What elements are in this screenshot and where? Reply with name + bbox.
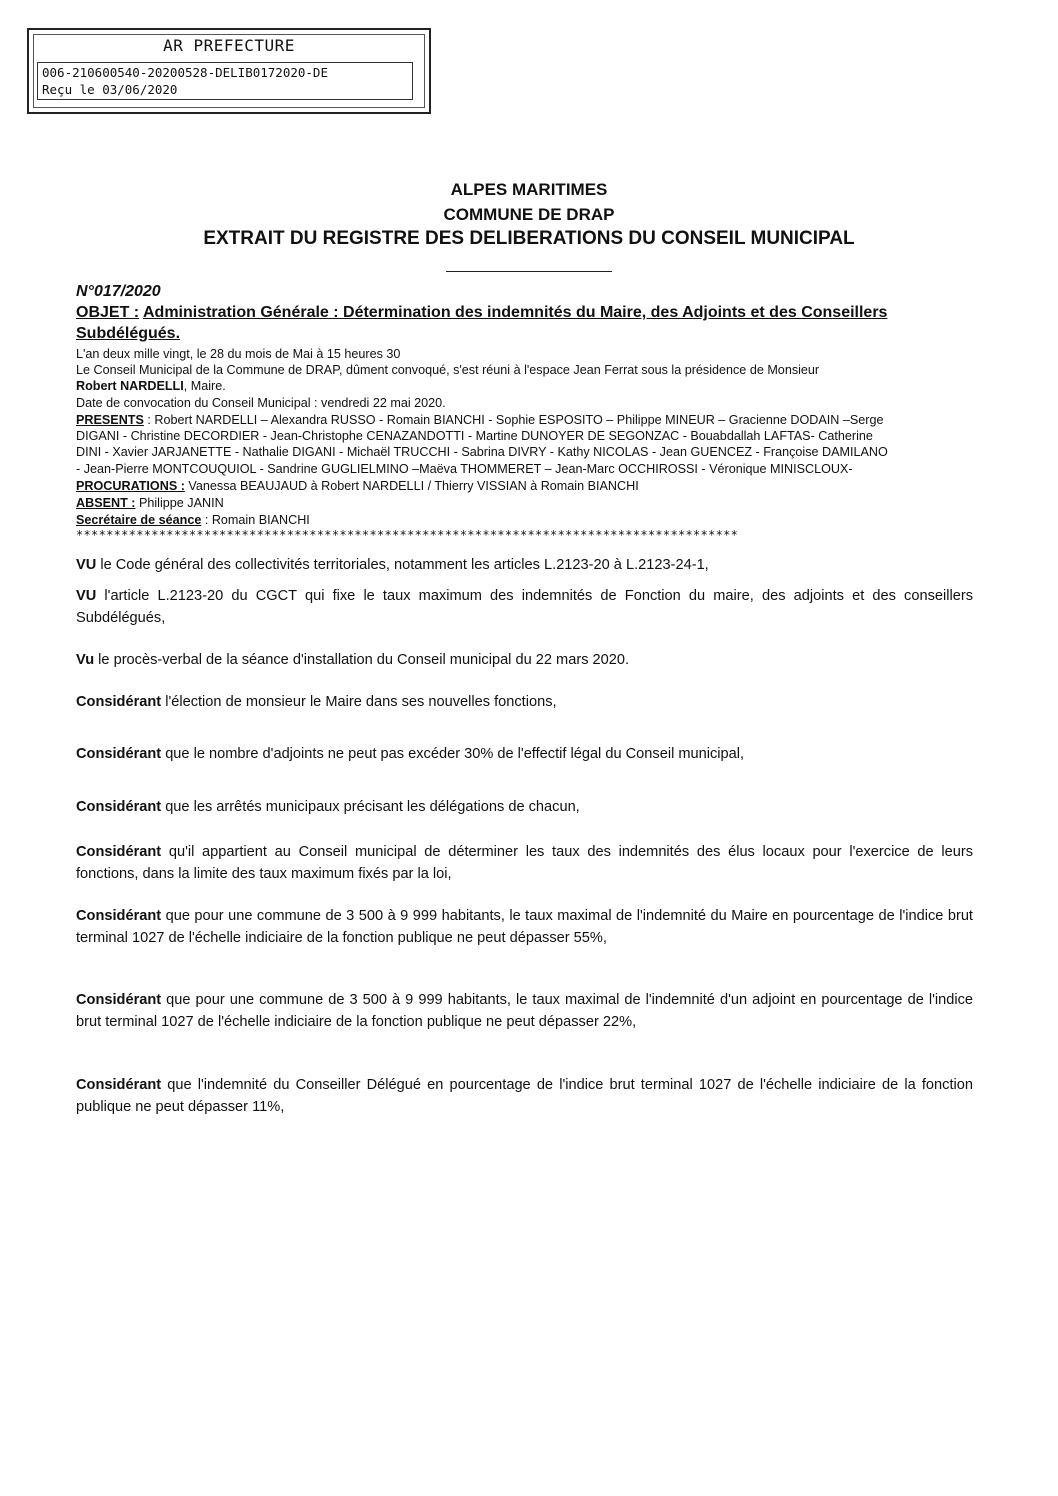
paragraph-vu-code: [76, 555, 973, 577]
paragraph-considerant-maire: [76, 906, 973, 949]
paragraph-lead: Considérant: [76, 694, 162, 710]
session-date-line: L'an deux mille vingt, le 28 du mois de Mai à 15 heures 30: [76, 347, 401, 361]
paragraph-text: que pour une commune de 3 500 à 9 999 habitants, le taux maximal de l'indemnité du Maire en pourcentage de l'indice brut terminal 1027 de l'échelle indiciaire de la fonction publique ne peut dépasser 55%,: [76, 908, 973, 946]
secretary-line: [76, 512, 976, 529]
presents-line-1: [76, 412, 976, 429]
deliberation-number: N°017/2020: [76, 283, 161, 300]
register-title: EXTRAIT DU REGISTRE DES DELIBERATIONS DU CONSEIL MUNICIPAL: [203, 228, 855, 249]
procurations-label: PROCURATIONS :: [76, 479, 185, 493]
header-divider: [446, 271, 612, 272]
president-name: Robert NARDELLI: [76, 379, 184, 393]
paragraph-lead: Considérant: [76, 1077, 162, 1093]
paragraph-lead: Considérant: [76, 844, 162, 860]
paragraph-considerant-taux: [76, 842, 973, 885]
paragraph-lead: Considérant: [76, 746, 162, 762]
president-role: , Maire.: [183, 379, 226, 393]
paragraph-considerant-conseiller: [76, 1075, 973, 1118]
presents-line-4: - Jean-Pierre MONTCOUQUIOL - Sandrine GUGLIELMINO –Maëva THOMMERET – Jean-Marc OCCHIROSSI - Véronique MINISCLOUX-: [76, 462, 853, 476]
paragraph-lead: Considérant: [76, 799, 162, 815]
stamp-title: AR PREFECTURE: [163, 36, 295, 55]
stamp-received-date: Reçu le 03/06/2020: [42, 82, 178, 97]
paragraph-lead: Considérant: [76, 992, 162, 1008]
presents-line-2: DIGANI - Christine DECORDIER - Jean-Christophe CENAZANDOTTI - Martine DUNOYER DE SEGONZAC - Bouabdallah LAFTAS- Catherine: [76, 429, 873, 443]
paragraph-text: que l'indemnité du Conseiller Délégué en pourcentage de l'indice brut terminal 1027 de l'échelle indiciaire de la fonction publique ne peut dépasser 11%,: [76, 1077, 973, 1115]
paragraph-text: le Code général des collectivités territoriales, notamment les articles L.2123-20 à L.2123-24-1,: [96, 557, 709, 573]
president-line: [76, 378, 976, 395]
paragraph-text: qu'il appartient au Conseil municipal de déterminer les taux des indemnités des élus locaux pour l'exercice de leurs fonctions, dans la limite des taux maximum fixés par la loi,: [76, 844, 973, 882]
paragraph-lead: VU: [76, 557, 97, 573]
paragraph-text: le procès-verbal de la séance d'installation du Conseil municipal du 22 mars 2020.: [94, 652, 630, 668]
paragraph-lead: Considérant: [76, 908, 162, 924]
department-title: ALPES MARITIMES: [450, 180, 608, 199]
paragraph-considerant-arretes: [76, 797, 973, 819]
paragraph-lead: Vu: [76, 652, 95, 668]
secretary-text: : Romain BIANCHI: [201, 513, 310, 527]
paragraph-text: que les arrêtés municipaux précisant les délégations de chacun,: [161, 799, 580, 815]
absent-line: [76, 495, 976, 512]
paragraph-lead: VU: [76, 588, 97, 604]
paragraph-text: l'article L.2123-20 du CGCT qui fixe le taux maximum des indemnités de Fonction du maire, des adjoints et des conseillers Subdélégués,: [76, 588, 973, 626]
absent-text: Philippe JANIN: [135, 496, 224, 510]
object-text: Administration Générale : Détermination des indemnités du Maire, des Adjoints et des Conseillers Subdélégués.: [76, 304, 888, 342]
council-convened-line: Le Conseil Municipal de la Commune de DRAP, dûment convoqué, s'est réuni à l'espace Jean Ferrat sous la présidence de Monsieur: [76, 363, 820, 377]
separator-stars: ****************************************************************************************: [76, 528, 739, 542]
paragraph-vu-article: [76, 586, 973, 629]
object-label: OBJET :: [76, 304, 140, 321]
paragraph-text: que le nombre d'adjoints ne peut pas excéder 30% de l'effectif légal du Conseil municipal,: [161, 746, 745, 762]
stamp-reference-box: [37, 62, 413, 100]
presents-text-1: : Robert NARDELLI – Alexandra RUSSO - Romain BIANCHI - Sophie ESPOSITO – Philippe MINEUR – Gracienne DODAIN –Serge: [143, 413, 884, 427]
paragraph-text: que pour une commune de 3 500 à 9 999 habitants, le taux maximal de l'indemnité d'un adjoint en pourcentage de l'indice brut terminal 1027 de l'échelle indiciaire de la fonction publique ne peut dépasser 22%,: [76, 992, 973, 1030]
presents-label: PRESENTS: [76, 413, 144, 427]
paragraph-considerant-adjoint: [76, 990, 973, 1033]
presents-line-3: DINI - Xavier JARJANETTE - Nathalie DIGANI - Michaël TRUCCHI - Sabrina DIVRY - Kathy NICOLAS - Jean GUENCEZ - Françoise DAMILANO: [76, 445, 888, 459]
prefecture-stamp: [27, 28, 431, 114]
paragraph-vu-proces-verbal: [76, 650, 973, 672]
paragraph-considerant-election: [76, 692, 973, 714]
paragraph-text: l'élection de monsieur le Maire dans ses nouvelles fonctions,: [161, 694, 557, 710]
commune-title: COMMUNE DE DRAP: [443, 205, 615, 224]
convocation-date-line: Date de convocation du Conseil Municipal : vendredi 22 mai 2020.: [76, 396, 446, 410]
paragraph-considerant-adjoints: [76, 744, 973, 766]
stamp-reference: 006-210600540-20200528-DELIB0172020-DE: [42, 65, 328, 80]
procurations-text: Vanessa BEAUJAUD à Robert NARDELLI / Thierry VISSIAN à Romain BIANCHI: [184, 479, 639, 493]
secretary-label: Secrétaire de séance: [76, 513, 202, 527]
absent-label: ABSENT :: [76, 496, 136, 510]
procurations-line: [76, 478, 976, 495]
deliberation-object: [76, 302, 971, 344]
